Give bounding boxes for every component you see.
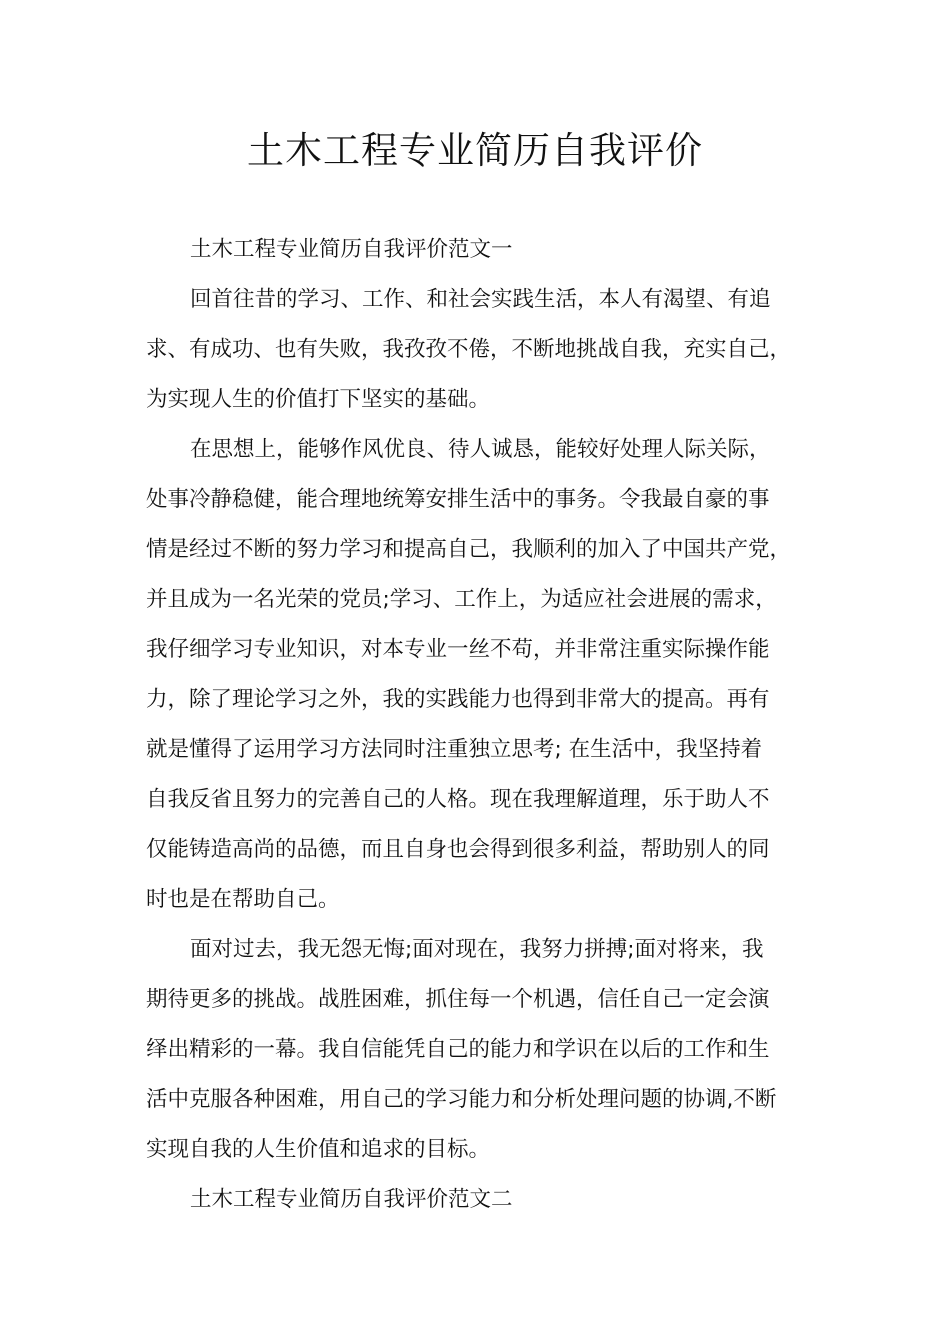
text-line: 自我反省且努力的完善自己的人格。现在我理解道理，乐于助人不: [146, 787, 770, 812]
text-line: 绎出精彩的一幕。我自信能凭自己的能力和学识在以后的工作和生: [146, 1037, 770, 1062]
text-line: 并且成为一名光荣的党员;学习、工作上，为适应社会进展的需求，: [146, 587, 777, 612]
document-title: 土木工程专业简历自我评价: [247, 129, 703, 172]
text-line: 求、有成功、也有失败，我孜孜不倦，不断地挑战自我，充实自己，: [146, 337, 792, 362]
text-line: 实现自我的人生价值和追求的目标。: [146, 1137, 491, 1162]
text-line: 面对过去，我无怨无悔;面对现在，我努力拼搏;面对将来，我: [190, 937, 764, 962]
text-line: 仅能铸造高尚的品德，而且自身也会得到很多利益，帮助别人的同: [146, 837, 770, 862]
text-line: 时也是在帮助自己。: [146, 887, 340, 912]
text-line: 在思想上，能够作风优良、待人诚恳，能较好处理人际关际，: [190, 437, 771, 462]
text-line: 活中克服各种困难，用自己的学习能力和分析处理问题的协调,不断: [146, 1087, 777, 1112]
text-line: 回首往昔的学习、工作、和社会实践生活，本人有渴望、有追: [190, 287, 771, 312]
text-line: 就是懂得了运用学习方法同时注重独立思考; 在生活中，我坚持着: [146, 737, 763, 762]
text-line: 情是经过不断的努力学习和提高自己，我顺利的加入了中国共产党，: [146, 537, 792, 562]
text-line: 为实现人生的价值打下坚实的基础。: [146, 387, 491, 412]
text-line: 我仔细学习专业知识，对本专业一丝不苟，并非常注重实际操作能: [146, 637, 770, 662]
text-line: 土木工程专业简历自我评价范文二: [190, 1187, 513, 1212]
document-body: [146, 225, 826, 1225]
text-line: 处事冷静稳健，能合理地统筹安排生活中的事务。令我最自豪的事: [146, 487, 770, 512]
text-line: 土木工程专业简历自我评价范文一: [190, 237, 513, 262]
text-line: 力，除了理论学习之外，我的实践能力也得到非常大的提高。再有: [146, 687, 770, 712]
text-line: 期待更多的挑战。战胜困难，抓住每一个机遇，信任自己一定会演: [146, 987, 770, 1012]
